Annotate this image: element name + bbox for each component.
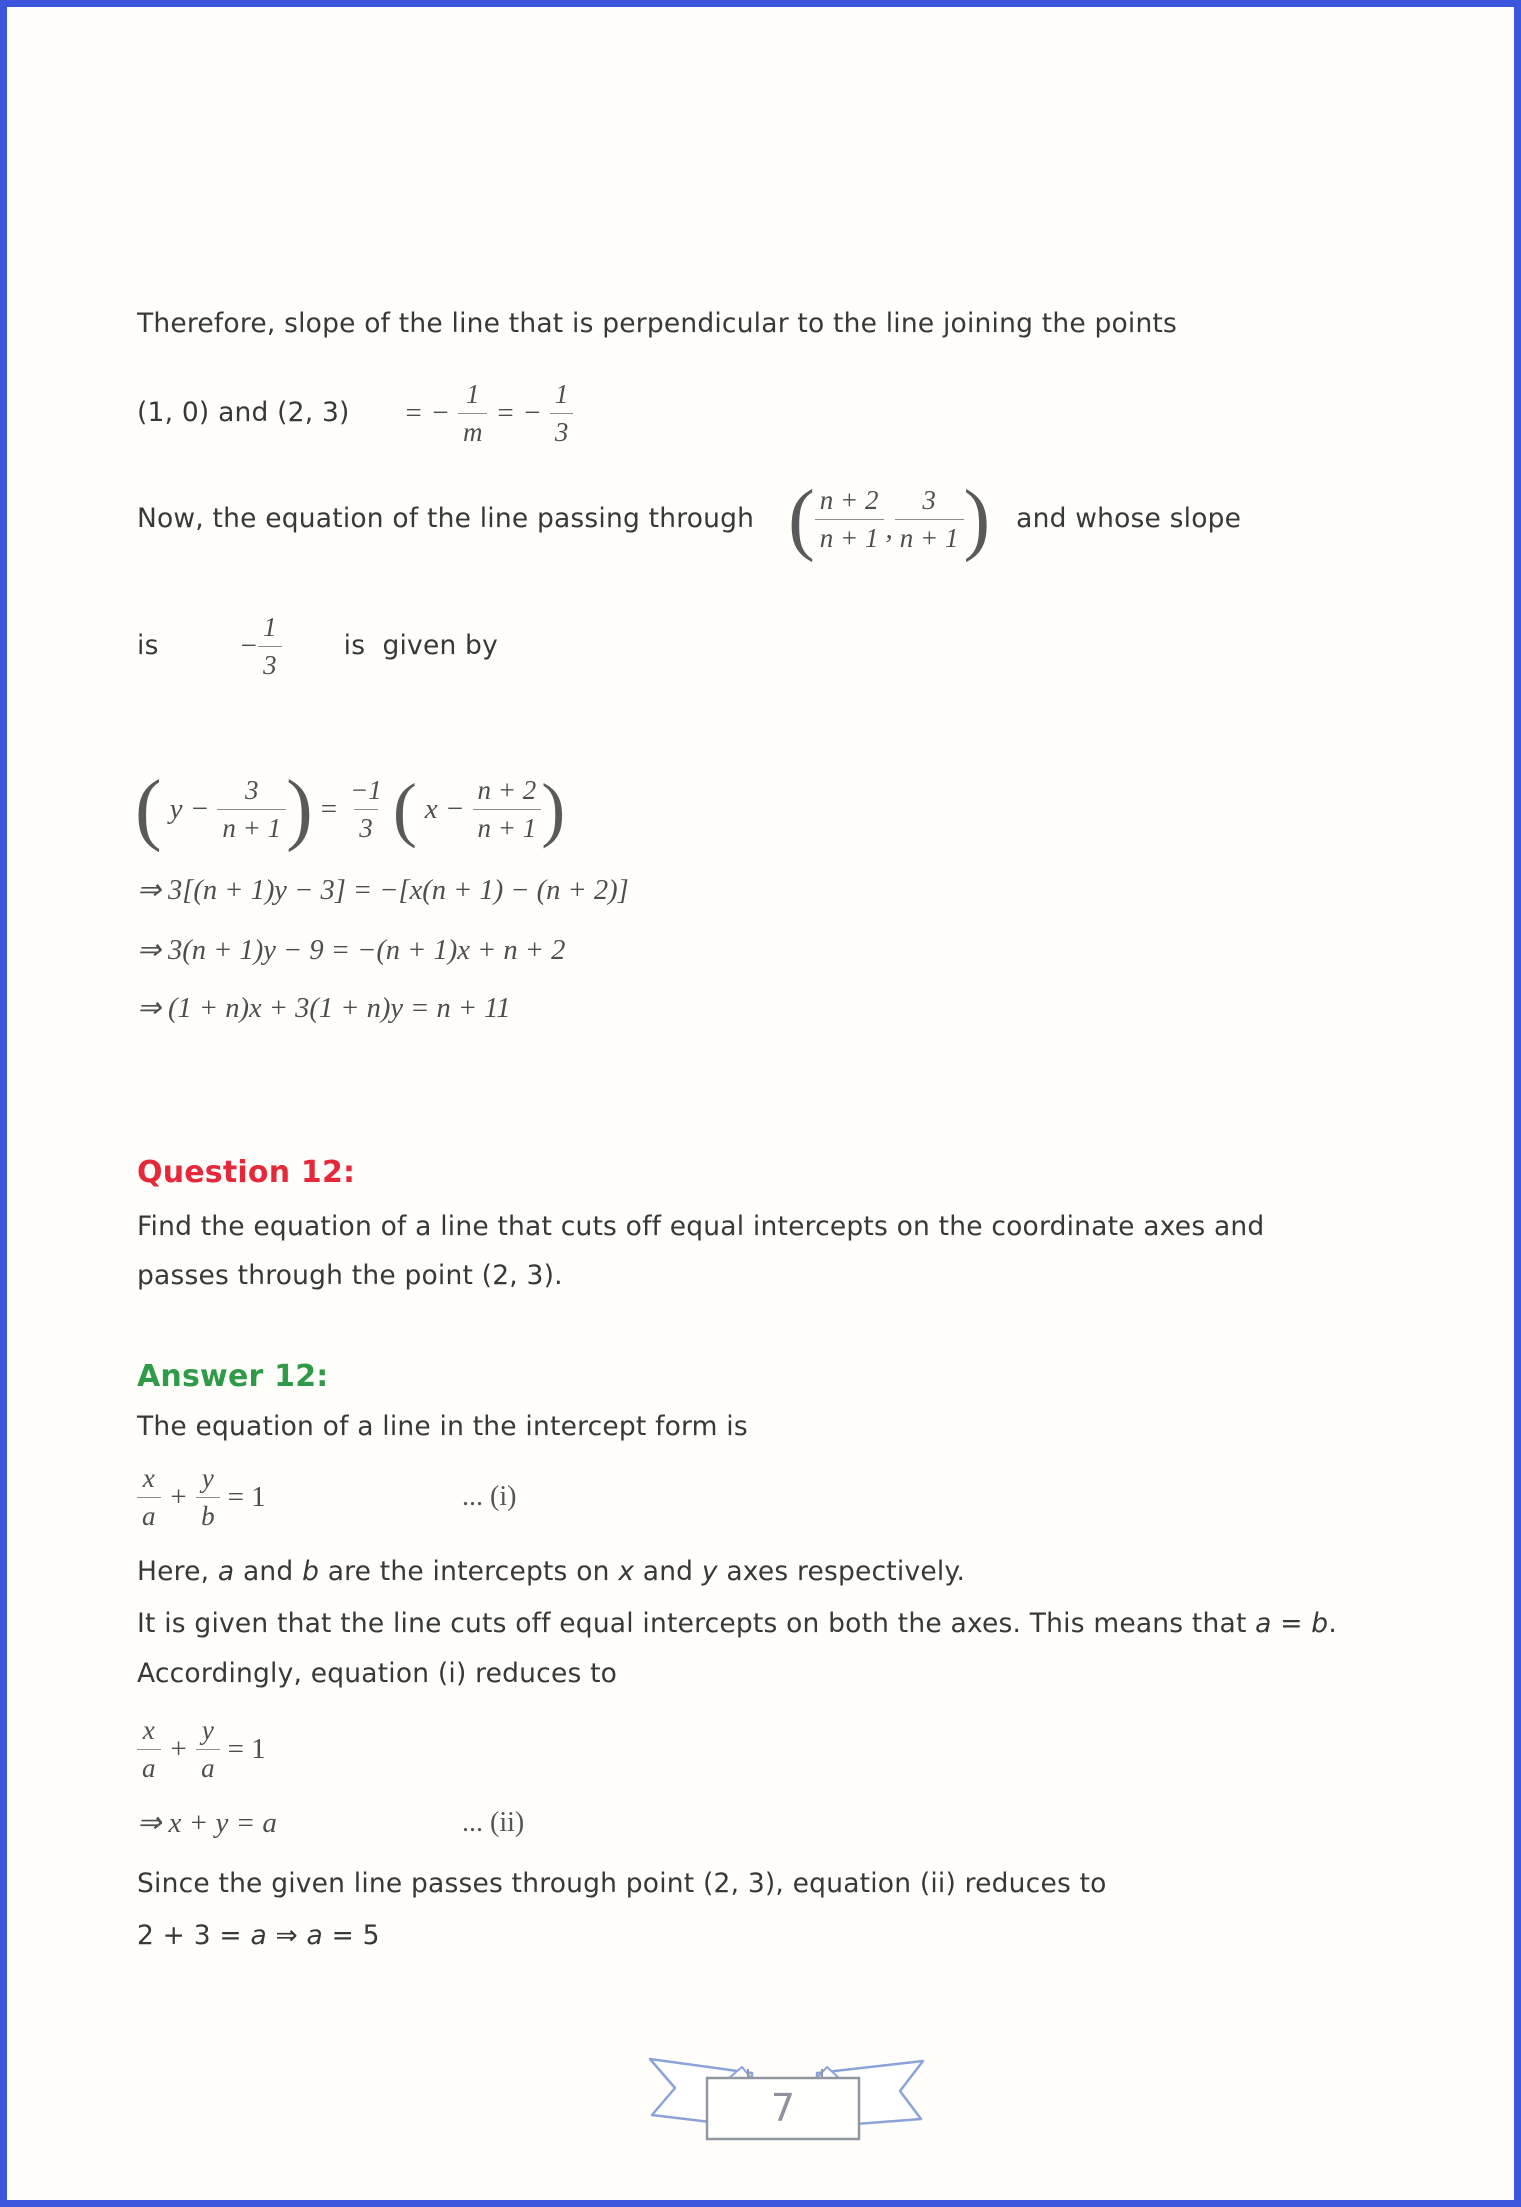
equals-one: = 1 bbox=[227, 1480, 266, 1513]
var-a: a bbox=[217, 1556, 235, 1587]
var-y: y bbox=[701, 1556, 718, 1587]
fraction-1-over-3: $\frac{1}{3}$ bbox=[550, 381, 574, 446]
question-body-line-2: passes through the point (2, 3). bbox=[137, 1260, 563, 1291]
var-x: x bbox=[618, 1556, 635, 1587]
fraction-x-over-a: $\frac{x}{a}$ bbox=[137, 1465, 161, 1530]
text-after-point: and whose slope bbox=[1016, 503, 1242, 535]
slope-value bbox=[238, 611, 282, 680]
text-before-point: Now, the equation of the line passing through bbox=[137, 503, 755, 535]
here-line: Here, a and b are the intercepts on x and y axes respectively. bbox=[137, 1556, 966, 1587]
equals-minus: = − bbox=[495, 396, 542, 429]
derivation-line-1: ( y − $\frac{3}{n + 1}$ ) = $\frac{-1}{3}$ ( x − $\frac{n + 2}{n + 1}$ ) bbox=[135, 765, 566, 853]
plus-sign: + bbox=[168, 1732, 189, 1765]
fraction-y-over-a: $\frac{y}{a}$ bbox=[196, 1717, 220, 1782]
slope-equation-row bbox=[137, 370, 573, 456]
question-title: Question 12: bbox=[137, 1155, 356, 1190]
point-coordinates: ( $\frac{n + 2}{n + 1}$ , $\frac{3}{n + 1}$ ) bbox=[788, 475, 991, 563]
slope-equation bbox=[396, 378, 574, 447]
fraction-y-over-b: $\frac{y}{b}$ bbox=[196, 1465, 220, 1530]
fraction-3-over-n1: $\frac{3}{n + 1}$ bbox=[217, 777, 286, 842]
y-minus-term: y − bbox=[169, 792, 210, 825]
equation-ii-label: ... (ii) bbox=[462, 1806, 525, 1838]
fraction-n2-over-n1: $\frac{n + 2}{n + 1}$ bbox=[473, 777, 542, 842]
fraction-3-over-n1: $\frac{3}{n + 1}$ bbox=[895, 487, 964, 552]
x-minus-term: x − bbox=[424, 792, 465, 825]
plus-sign: + bbox=[168, 1480, 189, 1513]
derivation-line-3: ⇒ 3(n + 1)y − 9 = −(n + 1)x + n + 2 bbox=[137, 935, 566, 966]
equation-i-label: ... (i) bbox=[462, 1481, 517, 1512]
since-line: Since the given line passes through point (2, 3), equation (ii) reduces to bbox=[137, 1868, 1107, 1899]
answer-title: Answer 12: bbox=[137, 1359, 329, 1394]
answer-intro: The equation of a line in the intercept form is bbox=[137, 1411, 748, 1442]
fraction-minus1-over-3: $\frac{-1}{3}$ bbox=[350, 774, 382, 843]
equation-ii-fraction-row bbox=[137, 1709, 274, 1789]
fraction-n2-over-n1: $\frac{n + 2}{n + 1}$ bbox=[815, 487, 884, 552]
final-line: 2 + 3 = a ⇒ a = 5 bbox=[137, 1920, 380, 1951]
derivation-line-4: ⇒ (1 + n)x + 3(1 + n)y = n + 11 bbox=[137, 993, 511, 1024]
var-a: a bbox=[250, 1920, 267, 1951]
equation-i-row bbox=[137, 1457, 937, 1537]
points-text: (1, 0) and (2, 3) bbox=[137, 397, 350, 429]
var-b: b bbox=[1311, 1608, 1329, 1639]
page-number: 7 bbox=[770, 2086, 796, 2130]
var-a: a bbox=[306, 1920, 323, 1951]
question-body-line-1: Find the equation of a line that cuts off equal intercepts on the coordinate axes and bbox=[137, 1211, 1265, 1242]
comma: , bbox=[885, 512, 893, 545]
accordingly-line: Accordingly, equation (i) reduces to bbox=[137, 1658, 618, 1689]
paragraph-now-equation bbox=[137, 469, 1241, 569]
fraction-x-over-a: $\frac{x}{a}$ bbox=[137, 1717, 161, 1782]
equals-minus: = − bbox=[403, 396, 450, 429]
paragraph-is-given-by bbox=[137, 605, 498, 687]
equation-ii-math: ⇒ x + y = a bbox=[137, 1807, 277, 1839]
var-b: b bbox=[302, 1556, 320, 1587]
text-is-given-by: is given by bbox=[343, 630, 498, 662]
minus-sign: − bbox=[238, 629, 259, 662]
equals-one: = 1 bbox=[227, 1732, 266, 1765]
equals-sign: = bbox=[320, 792, 338, 825]
derivation-line-2: ⇒ 3[(n + 1)y − 3] = −[x(n + 1) − (n + 2)] bbox=[137, 875, 629, 906]
fraction-1-over-m: $\frac{1}{m}$ bbox=[458, 381, 488, 446]
var-a: a bbox=[1255, 1608, 1272, 1639]
paragraph-therefore: Therefore, slope of the line that is perpendicular to the line joining the points bbox=[137, 308, 1178, 339]
equation-ii-row bbox=[137, 1805, 937, 1840]
fraction-1-over-3: $\frac{1}{3}$ bbox=[258, 614, 282, 679]
given-line: It is given that the line cuts off equal intercepts on both the axes. This means that a = b. bbox=[137, 1608, 1337, 1639]
page-number-ribbon-icon bbox=[637, 2047, 937, 2147]
text-is: is bbox=[137, 630, 159, 662]
